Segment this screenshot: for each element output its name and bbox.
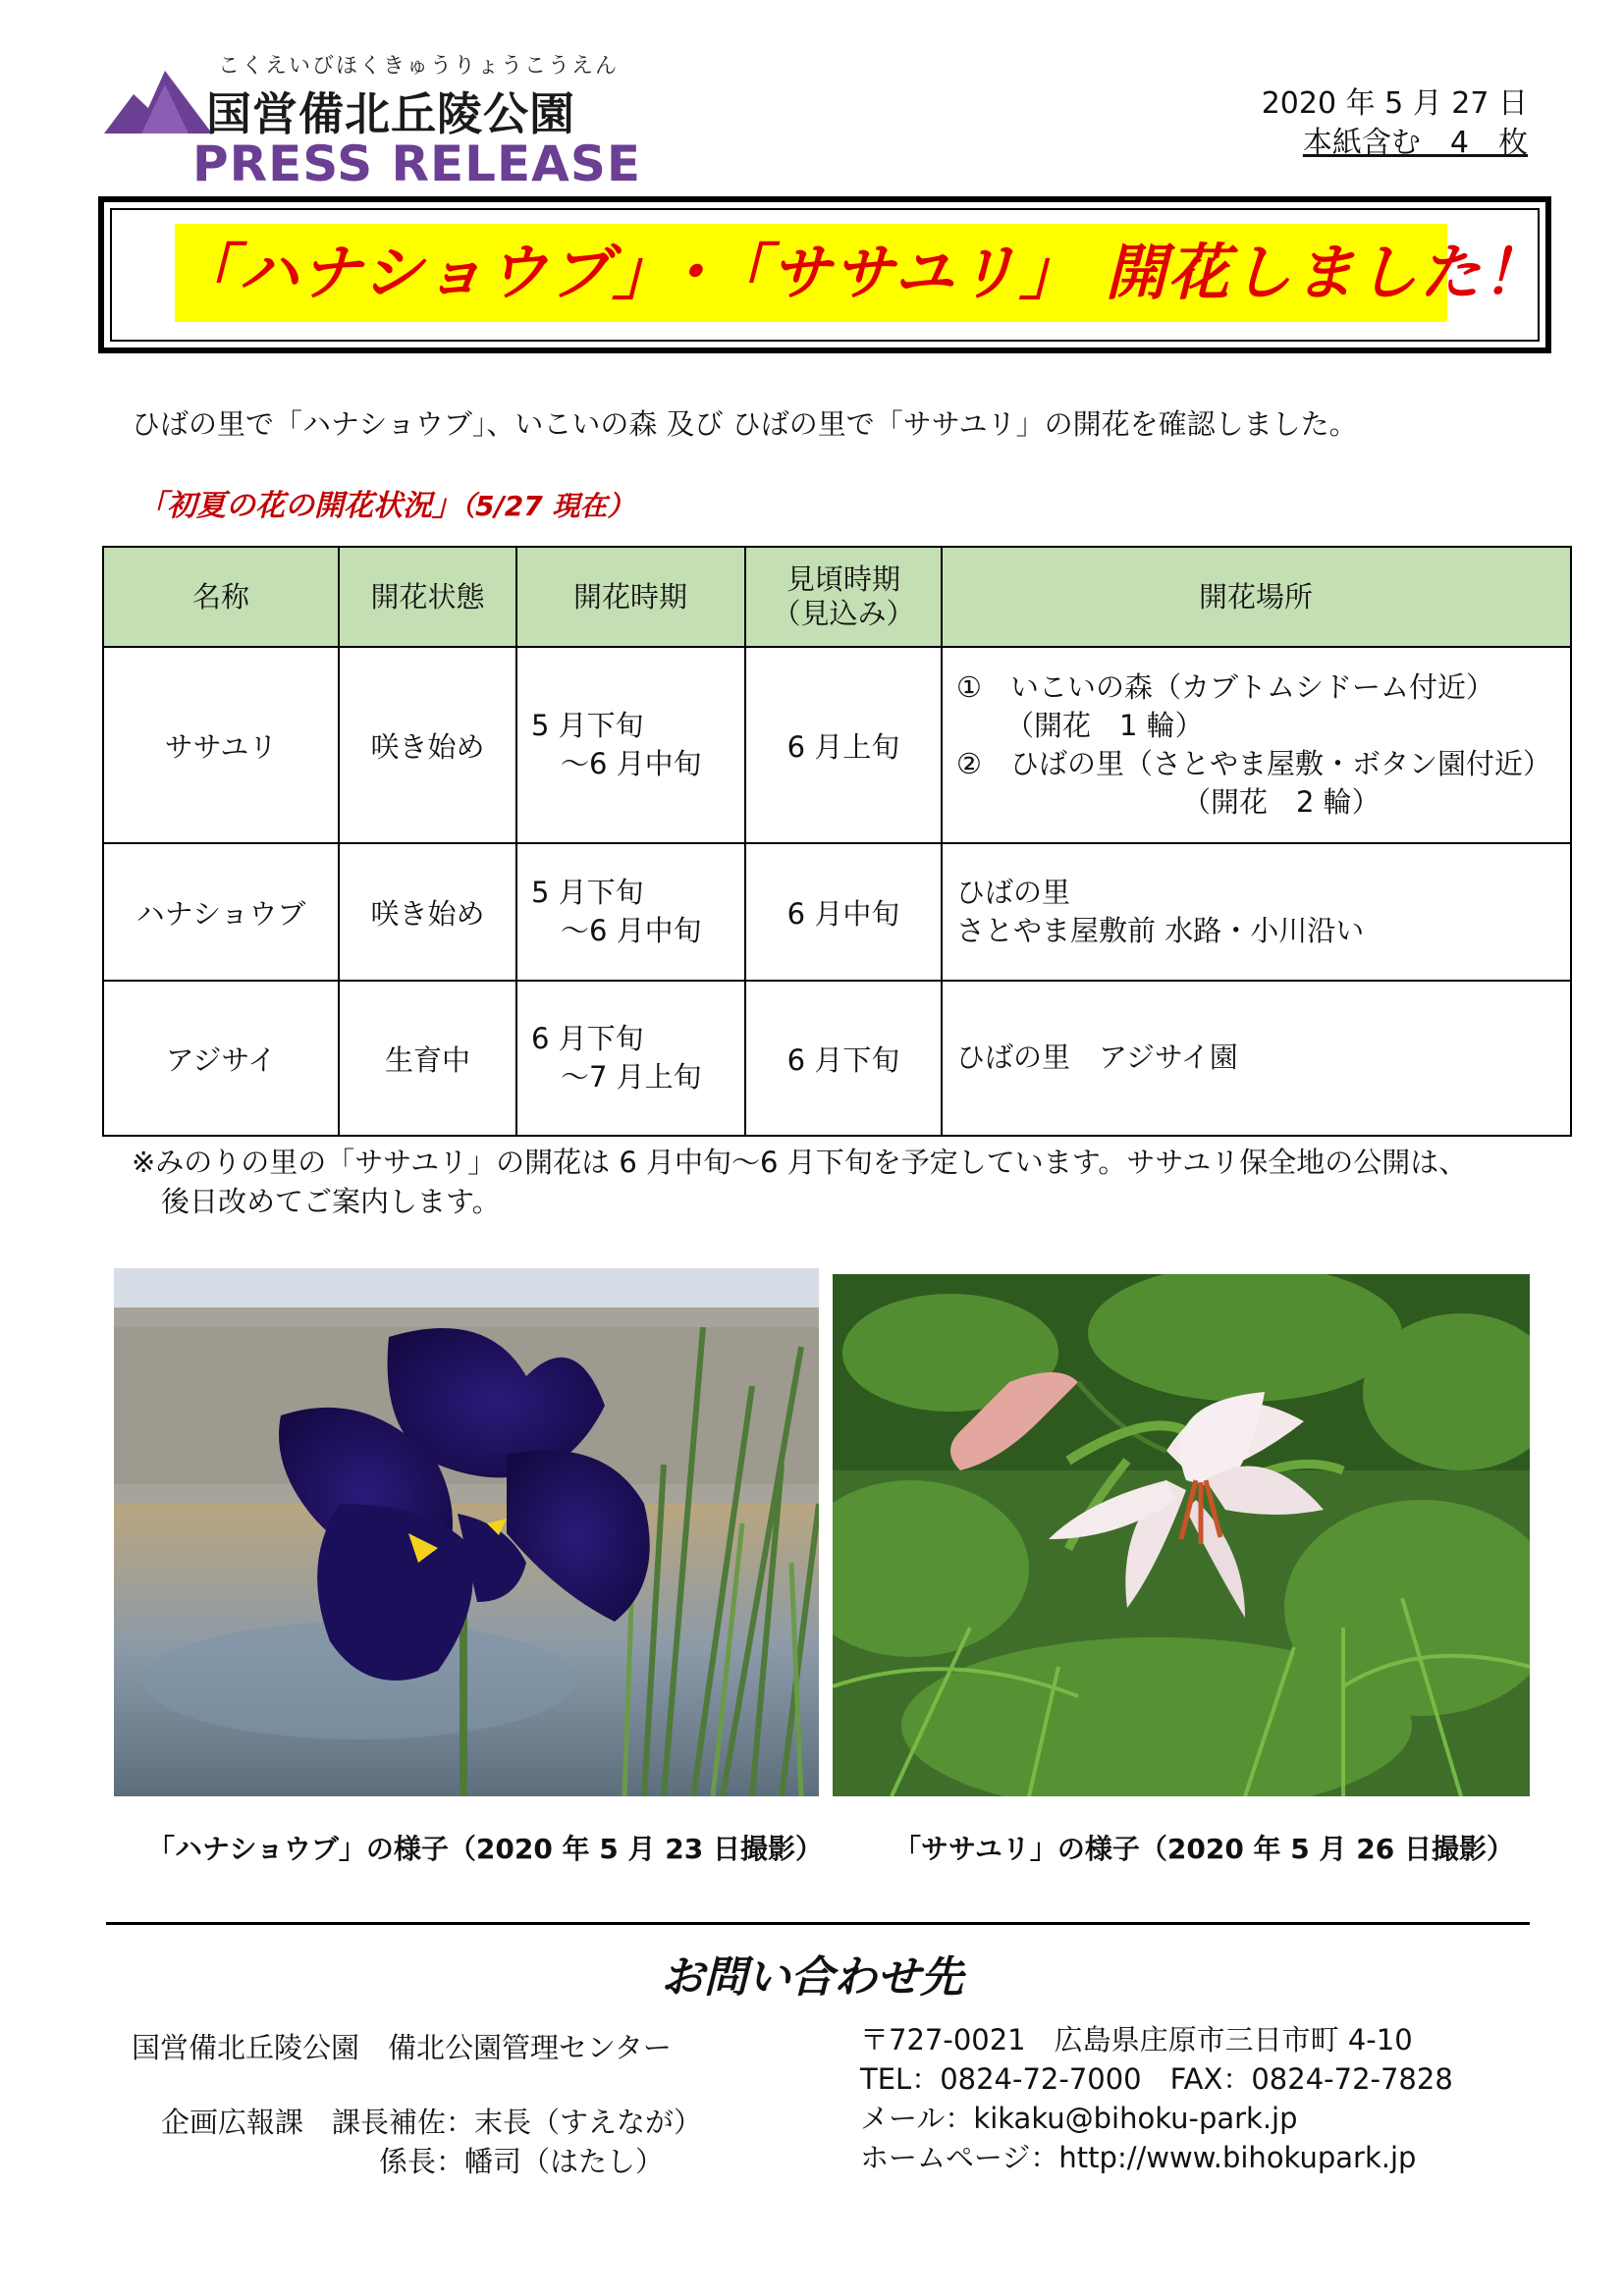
cell-peak: 6 月中旬 (745, 843, 942, 981)
logo-ruby-text: こくえいびほくきゅうりょうこうえん (218, 54, 620, 79)
table-header-row (103, 547, 1571, 647)
cell-period-line2: ～7 月上旬 (561, 1060, 702, 1094)
cell-place-line4: （開花 2 輪） (1182, 785, 1380, 820)
contact-tel-fax: TEL：0824-72-7000 FAX：0824-72-7828 (860, 2062, 1453, 2096)
contact-mail-link[interactable]: メール：kikaku@bihoku-park.jp (860, 2102, 1298, 2135)
cell-period-line1: 5 月下旬 (531, 875, 644, 909)
cell-peak: 6 月下旬 (745, 981, 942, 1136)
contact-divider (106, 1922, 1530, 1925)
iris-caption: 「ハナショウブ」の様子（2020 年 5 月 23 日撮影） (147, 1833, 823, 1865)
header-state: 開花状態 (339, 547, 516, 647)
cell-period (516, 843, 745, 981)
cell-name: アジサイ (103, 981, 339, 1136)
header-period: 開花時期 (516, 547, 745, 647)
logo-park-name: 国営備北丘陵公園 (206, 87, 575, 140)
intro-text: ひばの里で「ハナショウブ」、いこいの森 及び ひばの里で「ササユリ」の開花を確認しました。 (132, 407, 1358, 441)
table-row (103, 647, 1571, 843)
table-row (103, 843, 1571, 981)
section-title-text: 「初夏の花の開花状況」 (137, 489, 461, 523)
header-peak (745, 547, 942, 647)
cell-period-line1: 5 月下旬 (531, 708, 644, 742)
section-title (137, 481, 634, 524)
iris-photo (114, 1268, 819, 1796)
contact-staff: 係長：幡司（はたし） (379, 2145, 665, 2178)
bloom-status-table (102, 546, 1572, 1137)
cell-name: ハナショウブ (103, 843, 339, 981)
header-name: 名称 (103, 547, 339, 647)
contact-title: お問い合わせ先 (661, 1952, 963, 2002)
lily-caption: 「ササユリ」の様子（2020 年 5 月 26 日撮影） (893, 1833, 1514, 1865)
park-logo-mountain-icon (104, 65, 212, 137)
cell-place-line1: ひばの里 (956, 875, 1071, 909)
header-peak-line1: 見頃時期 (785, 562, 900, 597)
cell-peak: 6 月上旬 (745, 647, 942, 843)
cell-place-line3: ② ひばの里（さとやま屋敷・ボタン園付近） (956, 747, 1551, 780)
table-row (103, 981, 1571, 1136)
cell-place-line2: さとやま屋敷前 水路・小川沿い (956, 914, 1365, 947)
cell-place-line1: ① いこいの森（カブトムシドーム付近） (956, 669, 1494, 704)
cell-period (516, 647, 745, 843)
page-count: 本紙含む 4 枚 (1302, 126, 1528, 160)
note-line2: 後日改めてご案内します。 (161, 1185, 501, 1218)
header-place: 開花場所 (942, 547, 1571, 647)
cell-place (942, 843, 1571, 981)
contact-org: 国営備北丘陵公園 備北公園管理センター (132, 2031, 672, 2064)
cell-place: ひばの里 アジサイ園 (942, 981, 1571, 1136)
cell-state: 咲き始め (339, 647, 516, 843)
contact-dept: 企画広報課 課長補佐：末長（すえなが） (161, 2106, 703, 2139)
header-peak-line2: （見込み） (772, 597, 915, 630)
cell-place (942, 647, 1571, 843)
section-title-date: （5/27 現在） (461, 490, 635, 522)
cell-period (516, 981, 745, 1136)
release-date: 2020 年 5 月 27 日 (1261, 86, 1528, 121)
cell-place-line2: （開花 1 輪） (1005, 708, 1204, 742)
note-line1: ※みのりの里の「ササユリ」の開花は 6 月中旬～6 月下旬を予定しています。ササユリ保全地の公開は、 (132, 1146, 1468, 1179)
cell-period-line1: 6 月下旬 (531, 1021, 644, 1055)
cell-name: ササユリ (103, 647, 339, 843)
page-title: 「ハナショウブ」･「ササユリ」 開花しました！ (175, 237, 1545, 308)
press-release-label: PRESS RELEASE (192, 135, 642, 192)
cell-state: 咲き始め (339, 843, 516, 981)
cell-period-line2: ～6 月中旬 (561, 747, 702, 780)
cell-state: 生育中 (339, 981, 516, 1136)
cell-period-line2: ～6 月中旬 (561, 914, 702, 947)
contact-address: 〒727-0021 広島県庄原市三日市町 4-10 (860, 2023, 1413, 2056)
lily-photo (833, 1274, 1530, 1796)
contact-website-link[interactable]: ホームページ：http://www.bihokupark.jp (860, 2141, 1417, 2174)
